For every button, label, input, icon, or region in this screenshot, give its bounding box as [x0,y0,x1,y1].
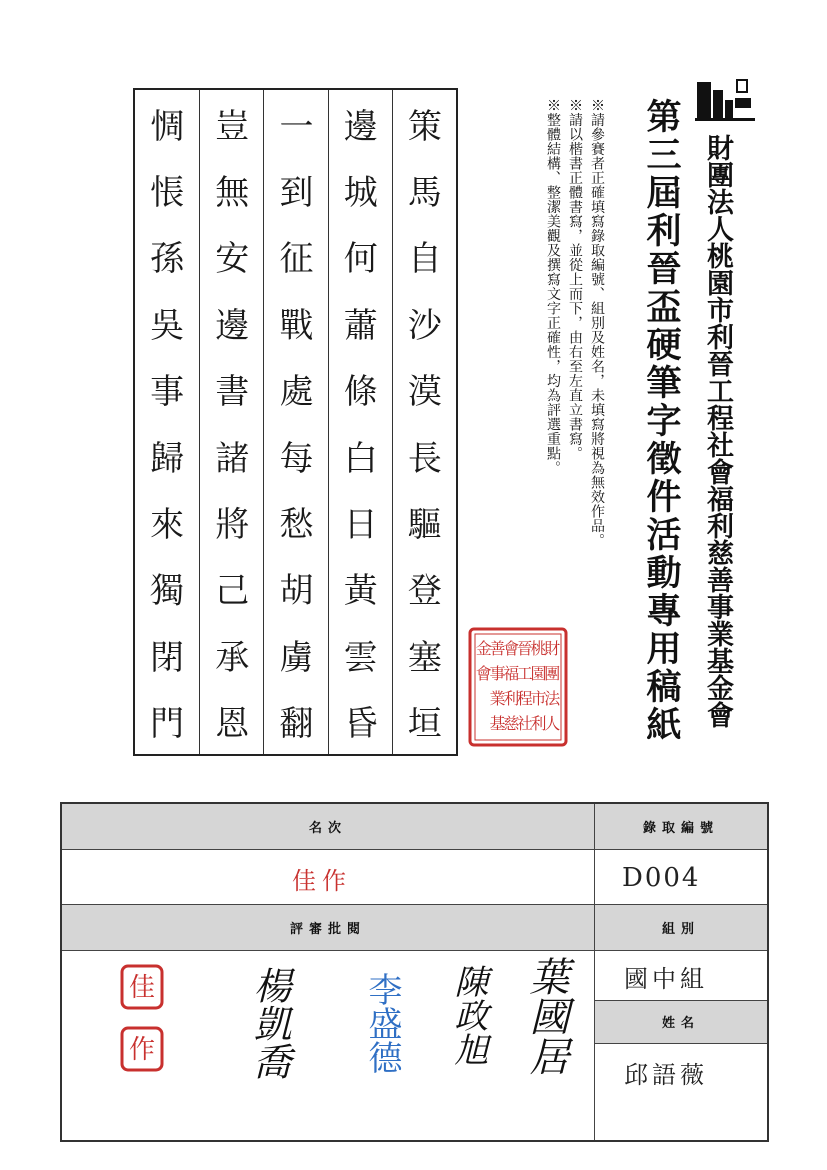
grid-cell: 安 [215,239,250,280]
judge-seal-bottom [120,1026,164,1072]
seal-character: 利 [530,714,547,733]
grid-cell: 馬 [407,173,442,214]
form-divider [62,849,767,850]
grid-cell: 愁 [279,505,314,546]
grid-cell: 歸 [150,438,185,479]
judge-signature-4: 楊凱喬 [247,966,291,1080]
seal-character: 會 [475,664,492,683]
seal-character: 園 [530,664,547,683]
rank-header: 名次 [62,804,594,849]
form-divider [595,1000,767,1001]
grid-cell: 策 [407,106,442,147]
grid-cell: 登 [407,571,442,612]
judge-signature-1: 葉國居 [523,956,569,1076]
seal-character: 福 [503,664,520,683]
grid-cell: 每 [279,438,314,479]
grid-cell: 悵 [150,173,185,214]
name-value: 邱語薇 [624,1060,708,1089]
grid-column [392,90,456,754]
grid-cell: 何 [343,239,378,280]
seal-character: 程 [516,689,533,708]
grid-cell: 城 [343,173,378,214]
seal-character: 工 [516,664,533,683]
group-value: 國中組 [624,964,708,993]
instruction-note-2: ※請以楷書正體書寫，並從上而下，由右至左直立書寫。 [567,98,583,461]
event-title: 第三屆利晉盃硬筆字徵件活動專用稿紙 [641,98,681,744]
calligraphy-writing-grid [133,88,458,756]
grid-cell: 昏 [343,704,378,745]
seal-character: 社 [516,714,533,733]
result-form [60,802,769,1142]
grid-cell: 孫 [150,239,185,280]
grid-cell: 自 [407,239,442,280]
admission-number-value: D004 [622,863,701,893]
seal-character: 利 [503,689,520,708]
seal-character: 法 [544,689,561,708]
grid-cell: 惆 [150,106,185,147]
grid-cell: 閉 [150,637,185,678]
seal-character: 人 [544,714,561,733]
seal-character: 善 [489,639,506,658]
grid-cell: 虜 [279,637,314,678]
grid-cell: 條 [343,372,378,413]
grid-cell: 獨 [150,571,185,612]
form-divider [62,904,767,905]
grid-cell: 戰 [279,305,314,346]
grid-cell: 一 [279,106,314,147]
grid-cell: 諸 [215,438,250,479]
seal-character: 團 [544,664,561,683]
grid-cell: 白 [343,438,378,479]
grid-column [328,90,392,754]
seal-character: 會 [503,639,520,658]
seal-character: 財 [544,639,561,658]
grid-cell: 邊 [215,305,250,346]
svg-text:佳: 佳 [128,973,156,1003]
grid-cell: 驅 [407,505,442,546]
seal-character: 桃 [530,639,547,658]
seal-character: 慈 [503,714,520,733]
instruction-note-3: ※整體結構、整潔美觀及撰寫文字正確性，均為評選重點。 [545,98,561,475]
seal-character: 事 [489,664,506,683]
review-header: 評審批閱 [62,904,594,950]
name-header: 姓名 [595,1000,767,1043]
grid-cell: 翻 [279,704,314,745]
grid-cell: 來 [150,505,185,546]
grid-cell: 將 [215,505,250,546]
seal-character: 市 [530,689,547,708]
grid-cell: 邊 [343,106,378,147]
grid-cell: 吳 [150,305,185,346]
judge-signature-2: 陳政旭 [448,964,488,1066]
grid-cell: 事 [150,372,185,413]
group-header: 組別 [595,904,767,950]
grid-column [199,90,263,754]
grid-cell: 門 [150,704,185,745]
admission-number-header: 錄取編號 [595,804,767,849]
foundation-logo-icon [695,78,759,122]
seal-character: 晉 [516,639,533,658]
judge-signature-3: 李盛德 [362,972,402,1074]
grid-cell: 無 [215,173,250,214]
grid-cell: 到 [279,173,314,214]
seal-character: 業 [489,689,506,708]
grid-cell: 書 [215,372,250,413]
grid-cell: 塞 [407,637,442,678]
form-divider [594,804,595,1140]
grid-cell: 恩 [215,704,250,745]
seal-character: 金 [475,639,492,658]
grid-cell: 處 [279,372,314,413]
grid-cell: 長 [407,438,442,479]
grid-column [135,90,199,754]
grid-cell: 雲 [343,637,378,678]
grid-column [263,90,327,754]
grid-cell: 蕭 [343,305,378,346]
form-divider [595,1043,767,1044]
organization-name: 財團法人桃園市利晉工程社會福利慈善事業基金會 [702,134,733,728]
grid-cell: 胡 [279,571,314,612]
foundation-red-seal [467,626,569,748]
instruction-note-1: ※請參賽者正確填寫錄取編號、組別及姓名，未填寫將視為無效作品。 [589,98,605,548]
svg-text:作: 作 [128,1035,156,1065]
grid-cell: 己 [215,571,250,612]
grid-cell: 日 [343,505,378,546]
form-divider [62,950,767,951]
grid-cell: 豈 [215,106,250,147]
seal-character: 基 [489,714,506,733]
judge-seal-top [120,964,164,1010]
rank-value: 佳作 [292,866,352,895]
grid-cell: 漠 [407,372,442,413]
grid-cell: 垣 [407,704,442,745]
grid-cell: 承 [215,637,250,678]
grid-cell: 征 [279,239,314,280]
grid-cell: 黃 [343,571,378,612]
grid-cell: 沙 [407,305,442,346]
